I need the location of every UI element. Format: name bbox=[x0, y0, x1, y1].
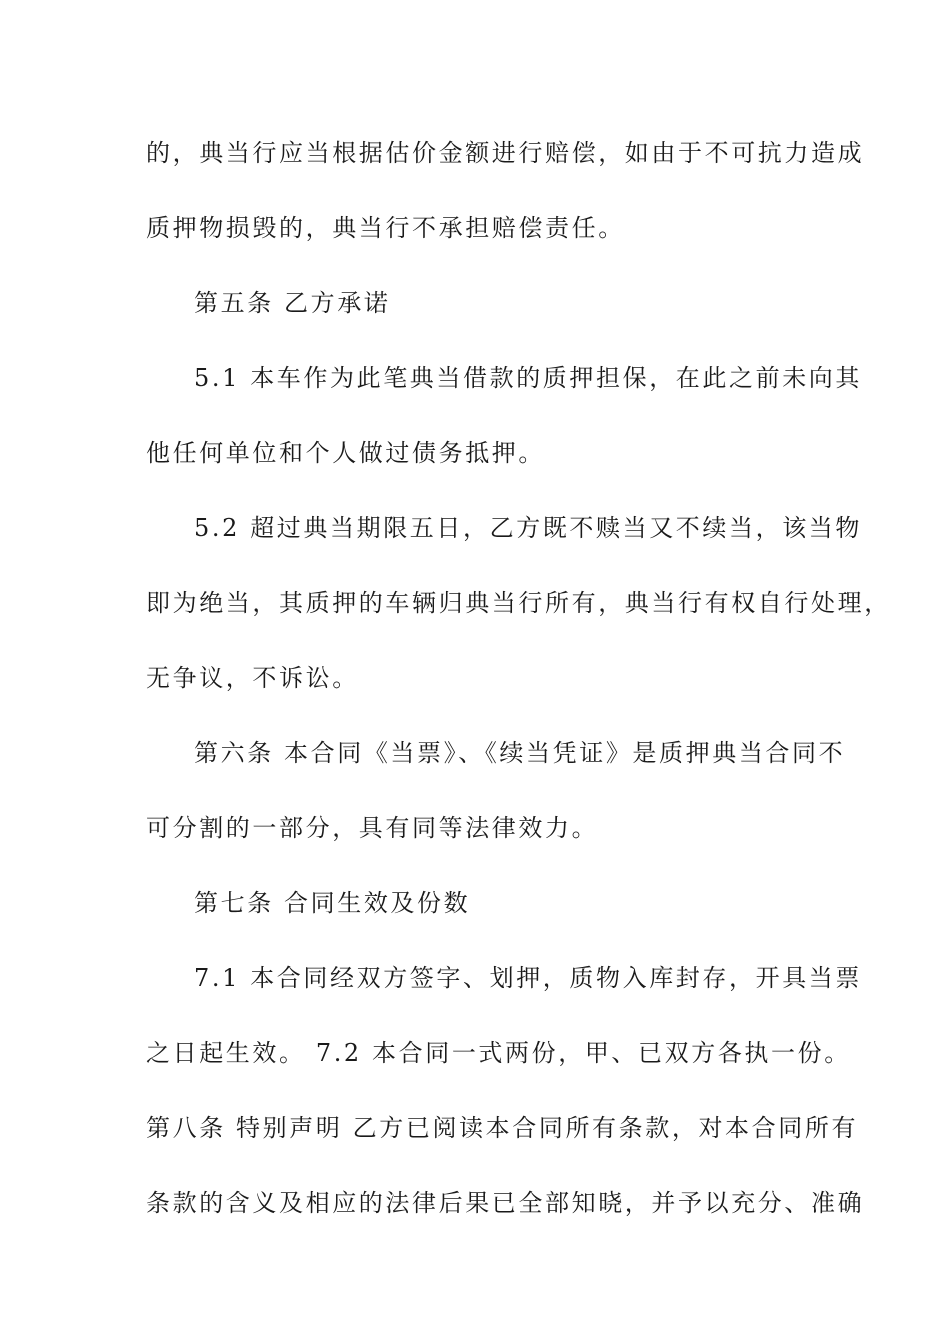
section-heading: 第六条 本合同《当票》、《续当凭证》是质押典当合同不 bbox=[194, 739, 846, 767]
section-heading: 第八条 特别声明 乙方已阅读本合同所有条款，对本合同所有 bbox=[146, 1114, 859, 1142]
text-line: 条款的含义及相应的法律后果已全部知晓，并予以充分、准确 bbox=[146, 1189, 865, 1217]
text-line: 的，典当行应当根据估价金额进行赔偿，如由于不可抗力造成 bbox=[146, 139, 865, 167]
text-line: 5.1 本车作为此笔典当借款的质押担保，在此之前未向其 bbox=[194, 364, 862, 392]
text-line: 无争议，不诉讼。 bbox=[146, 664, 359, 692]
text-line: 他任何单位和个人做过债务抵押。 bbox=[146, 439, 545, 467]
text-line: 7.1 本合同经双方签字、划押，质物入库封存，开具当票 bbox=[194, 964, 862, 992]
text-line: 即为绝当，其质押的车辆归典当行所有，典当行有权自行处理， bbox=[146, 589, 891, 617]
text-line: 之日起生效。 7.2 本合同一式两份，甲、已双方各执一份。 bbox=[146, 1039, 851, 1067]
text-line: 质押物损毁的，典当行不承担赔偿责任。 bbox=[146, 214, 625, 242]
section-heading: 第五条 乙方承诺 bbox=[194, 289, 391, 317]
text-line: 可分割的一部分，具有同等法律效力。 bbox=[146, 814, 599, 842]
text-line: 5.2 超过典当期限五日，乙方既不赎当又不续当，该当物 bbox=[194, 514, 862, 542]
section-heading: 第七条 合同生效及份数 bbox=[194, 889, 471, 917]
